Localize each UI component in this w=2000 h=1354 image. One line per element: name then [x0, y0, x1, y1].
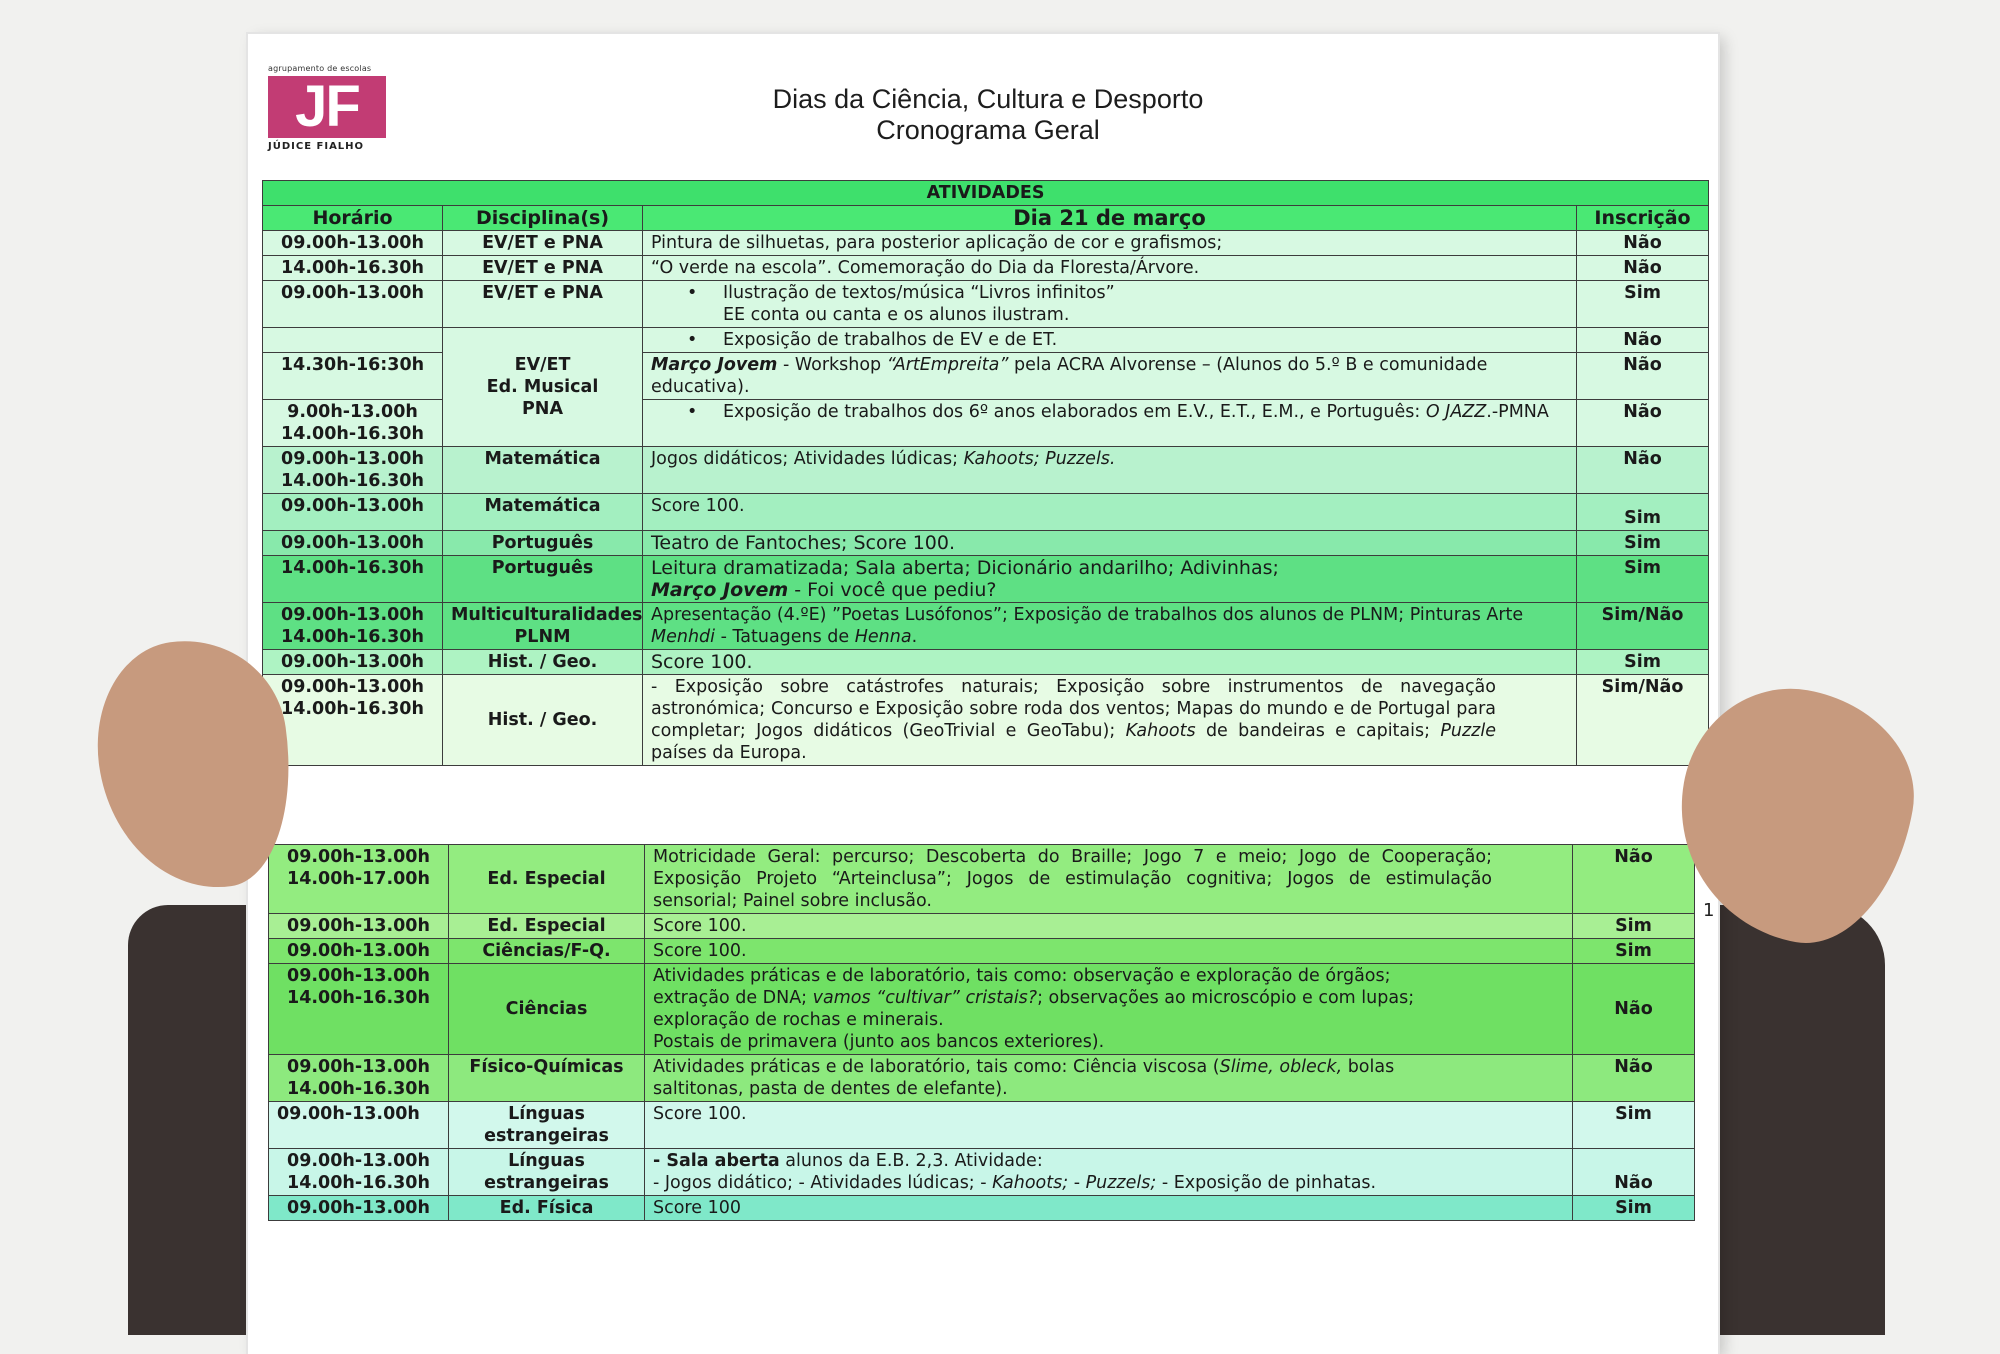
schedule-table-1: [262, 180, 1709, 766]
list-item: • Ilustração de textos/música “Livros infinitos”: [651, 282, 1568, 304]
table-row: 09.00h-13.00h 14.00h-16.30h Matemática Jogos didáticos; Atividades lúdicas; Kahoots; Puzzels. Não: [263, 447, 1709, 494]
title-line-2: Cronograma Geral: [876, 115, 1100, 145]
table-row: 14.00h-16.30h EV/ET e PNA “O verde na escola”. Comemoração do Dia da Floresta/Árvore. Não: [263, 256, 1709, 281]
table-row: 09.00h-13.00h Hist. / Geo. Score 100. Sim: [263, 650, 1709, 675]
table-row: 09.00h-13.00h EV/ET e PNA Pintura de silhuetas, para posterior aplicação de cor e grafismos; Não: [263, 231, 1709, 256]
logo-top-text: agrupamento de escolas: [268, 64, 372, 73]
table-row: 09.00h-13.00h Ed. Física Score 100 Sim: [269, 1196, 1695, 1221]
table-row: 09.00h-13.00h Ed. Especial Score 100. Sim: [269, 914, 1695, 939]
table-row: 09.00h-13.00h 14.00h-17.00h Ed. Especial Motricidade Geral: percurso; Descoberta do Braille; Jogo 7 e meio; Jogo de Cooperação; Exposição Projeto “Arteinclusa”; Jogos de estimulação cognitiva; Jogos de estimulação sensorial; Painel sobre inclusão. Não: [269, 845, 1695, 914]
table-row: 09.00h-13.00h Ciências/F-Q. Score 100. Sim: [269, 939, 1695, 964]
table-row: 09.00h-13.00h 14.00h-16.30h Físico-Químicas Atividades práticas e de laboratório, tais como: Ciência viscosa (Slime, obleck, bolas saltitonas, pasta de dentes de elefante). Não: [269, 1055, 1695, 1102]
right-sleeve: [1715, 905, 1885, 1335]
table-row: 09.00h-13.00h EV/ET e PNA • Ilustração de textos/música “Livros infinitos” EE conta ou canta e os alunos ilustram. Sim: [263, 281, 1709, 328]
activities-header: ATIVIDADES: [263, 181, 1709, 206]
col-header-inscricao: Inscrição: [1577, 206, 1709, 231]
left-sleeve: [128, 905, 248, 1335]
list-item: • Exposição de trabalhos dos 6º anos elaborados em E.V., E.T., E.M., e Português: O JAZZ.-PMNA: [651, 401, 1568, 423]
table-row: 09.00h-13.00h 14.00h-16.30h Hist. / Geo. - Exposição sobre catástrofes naturais; Exposição sobre instrumentos de navegação astronómica; Concurso e Exposição sobre roda dos ventos; Mapas do mundo e de Portugal para completar; Jogos didáticos (GeoTrivial e GeoTabu); Kahoots de bandeiras e capitais; Puzzle países da Europa. Sim/Não: [263, 675, 1709, 766]
table-row: 09.00h-13.00h Línguas estrangeiras Score 100. Sim: [269, 1102, 1695, 1149]
logo-mark: JF: [268, 76, 386, 138]
table-row: 14.30h-16:30h Março Jovem - Workshop “ArtEmpreita” pela ACRA Alvorense – (Alunos do 5.º B e comunidade educativa). Não: [263, 353, 1709, 400]
title-line-1: Dias da Ciência, Cultura e Desporto: [772, 84, 1204, 114]
logo-bottom-text: JÚDICE FIALHO: [268, 141, 365, 152]
school-logo: [268, 64, 392, 182]
table-row: 09.00h-13.00h 14.00h-16.30h Multiculturalidades PLNM Apresentação (4.ºE) ”Poetas Lusófonos”; Exposição de trabalhos dos alunos de PLNM; Pinturas Arte Menhdi - Tatuagens de Henna. Sim/Não: [263, 603, 1709, 650]
page-number: 1: [1703, 900, 1715, 921]
table-row: EV/ET Ed. Musical PNA • Exposição de trabalhos de EV e de ET. Não: [263, 328, 1709, 353]
col-header-disciplina: Disciplina(s): [443, 206, 643, 231]
disciplina-multi: EV/ET Ed. Musical PNA: [443, 328, 643, 447]
col-header-horario: Horário: [263, 206, 443, 231]
schedule-table-2: [268, 844, 1695, 1221]
table-row: 09.00h-13.00h 14.00h-16.30h Línguas estrangeiras - Sala aberta alunos da E.B. 2,3. Atividade: - Jogos didático; - Atividades lúdicas; - Kahoots; - Puzzels; - Exposição de pinhatas. Não: [269, 1149, 1695, 1196]
table-row: 09.00h-13.00h Matemática Score 100. Sim: [263, 494, 1709, 531]
col-header-dia: Dia 21 de março: [643, 206, 1577, 231]
table-row: 09.00h-13.00h 14.00h-16.30h Ciências Atividades práticas e de laboratório, tais como: observação e exploração de órgãos; extração de DNA; vamos “cultivar” cristais?; observações ao microscópio e com lupas; exploração de rochas e minerais. Postais de primavera (junto aos bancos exteriores). Não: [269, 964, 1695, 1055]
page-title: [598, 84, 1378, 146]
table-row: 9.00h-13.00h 14.00h-16.30h • Exposição de trabalhos dos 6º anos elaborados em E.V., E.T., E.M., e Português: O JAZZ.-PMNA Não: [263, 400, 1709, 447]
table-row: 09.00h-13.00h Português Teatro de Fantoches; Score 100. Sim: [263, 531, 1709, 556]
table-row: 14.00h-16.30h Português Leitura dramatizada; Sala aberta; Dicionário andarilho; Adivinhas; Março Jovem - Foi você que pediu? Sim: [263, 556, 1709, 603]
schedule-poster: [248, 34, 1718, 1354]
list-item: • Exposição de trabalhos de EV e de ET.: [651, 329, 1568, 351]
